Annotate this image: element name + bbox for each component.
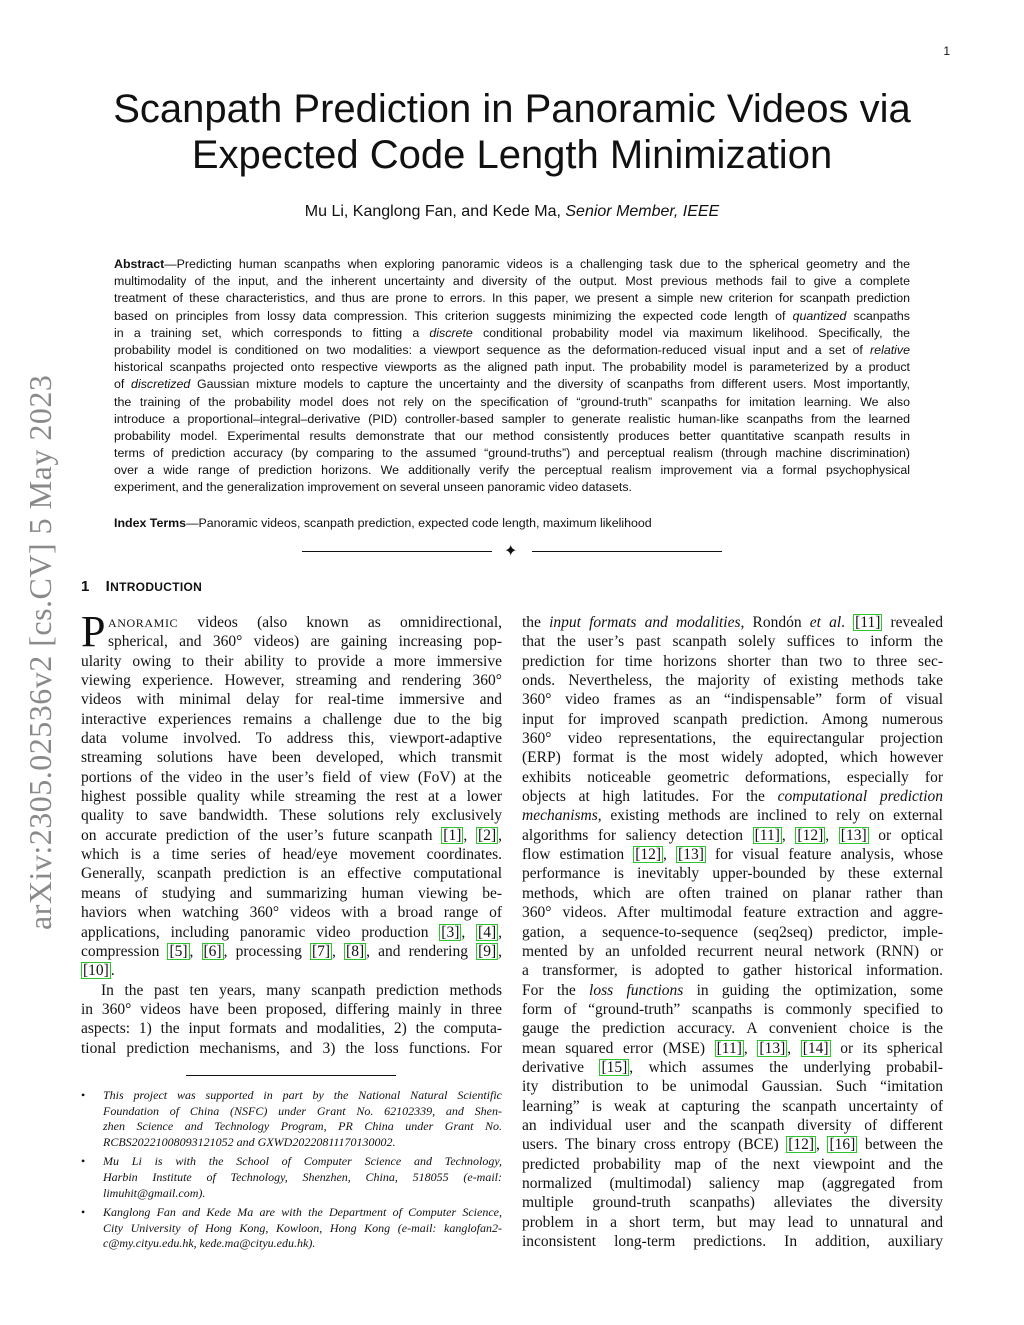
body-line: aspects: 1) the input formats and modalities, 2) the computa-: [81, 1020, 502, 1038]
citation-link[interactable]: [8]: [346, 942, 365, 960]
body-line: which is a time series of head/eye movement coordinates.: [81, 846, 502, 864]
abstract-line: over a wide range of prediction horizons. We additionally verify the perceptual realism improvement via a formal psychophysical: [114, 463, 910, 478]
abstract-line: treatment of these characteristics, and thus are prone to errors. In this paper, we present a simple new criterion for scanpath prediction: [114, 291, 910, 306]
body-line: 360° video frames as an “indispensable” form of visual: [522, 691, 943, 709]
footnote-line: Foundation of China (NSFC) under Grant No. 62102339, and Shen-: [103, 1103, 502, 1118]
body-line: (ERP) format is the most widely adopted, which however: [522, 749, 943, 767]
footnote-line: c@my.cityu.edu.hk, kede.ma@cityu.edu.hk).: [103, 1236, 316, 1251]
section-title-rest: NTRODUCTION: [110, 580, 203, 594]
abstract-line: historical scanpaths projected onto respective viewports as the aligned path input. The probability model is parameterized by a product: [114, 360, 910, 375]
body-line: For the loss functions in guiding the optimization, some: [522, 981, 944, 999]
separator-rule: [302, 551, 492, 552]
author-membership: Senior Member, IEEE: [565, 203, 720, 220]
body-line: multiple ground-truth scanpaths) alleviates the diversity: [522, 1194, 943, 1212]
body-line: Generally, scanpath prediction is an effective computational: [81, 865, 502, 883]
citation-link[interactable]: [13]: [840, 826, 867, 844]
body-line: mean squared error (MSE) [11] , [13] , [14] or its spherical: [522, 1039, 943, 1057]
bullet-icon: •: [81, 1088, 86, 1102]
body-line: data volume involved. To address this, viewport-adaptive: [81, 730, 502, 748]
citation-link[interactable]: [12]: [635, 846, 662, 864]
separator-star-icon: ✦: [504, 541, 518, 560]
footnote-line: City University of Hong Kong, Kowloon, Hong Kong (e-mail: kanglofan2-: [103, 1220, 502, 1235]
section-number: 1: [81, 578, 90, 595]
body-line: a transformer, is adopted to gather historical information.: [522, 962, 943, 980]
body-line: viewing experience. However, streaming and rendering 360°: [81, 672, 502, 690]
footnote-line: Mu Li is with the School of Computer Science and Technology,: [103, 1154, 502, 1169]
footnote-line: Kanglong Fan and Kede Ma are with the Department of Computer Science,: [103, 1205, 502, 1220]
body-line: compression [5] , [6] , processing [7] , [8] , and rendering [9] ,: [81, 942, 503, 960]
body-line: [10] .: [83, 962, 115, 980]
citation-link[interactable]: [1]: [443, 826, 462, 844]
body-line: applications, including panoramic video production [3] , [4] ,: [81, 923, 502, 941]
abstract-line: in a training set, which corresponds to fitting a discrete conditional probability model via maximum likelihood. Specifically, the: [114, 325, 910, 340]
body-line: inconsistent long-term predictions. In addition, auxiliary: [522, 1233, 943, 1250]
abstract-line: the training of the probability model does not rely on the specification of “ground-truth” scanpaths for imitation learning. We also: [114, 394, 910, 409]
abstract-line: of discretized Gaussian mixture models to capture the uncertainty and the diversity of scanpaths from different users. Most importantly,: [114, 377, 910, 392]
left-column-body: [81, 607, 503, 1058]
body-line: ity distribution to be unimodal Gaussian. Such “imitation: [522, 1078, 943, 1096]
footnote-line: limuhit@gmail.com).: [103, 1185, 206, 1200]
separator-rule: [532, 551, 722, 552]
citation-link[interactable]: [13]: [759, 1039, 786, 1057]
body-line: objects at high latitudes. For the computational prediction: [522, 788, 943, 806]
body-line: videos with minimal delay for real-time immersive and: [81, 691, 502, 709]
footnote-funding: [81, 1088, 502, 1150]
body-line: 360° video representations, the equirectangular projection: [522, 730, 943, 748]
body-line: mechanisms, existing methods are inclined to rely on external: [522, 807, 943, 825]
title-line: Scanpath Prediction in Panoramic Videos via: [113, 87, 911, 131]
body-line: algorithms for saliency detection [11] , [12] , [13] or optical: [522, 826, 944, 844]
body-line: ularity owing to their ability to provide a more immersive: [81, 652, 502, 670]
body-line: problem in a short term, but may lead to unnatural and: [522, 1213, 943, 1231]
citation-link[interactable]: [7]: [311, 942, 331, 960]
bullet-icon: •: [81, 1205, 86, 1220]
body-line: haviors when watching 360° videos with a broad range of: [81, 904, 502, 922]
author-list: [90, 203, 934, 221]
page-number: 1: [943, 44, 950, 58]
bullet-icon: •: [81, 1154, 86, 1169]
body-line: gauge the prediction accuracy. A convenient choice is the: [522, 1020, 943, 1038]
body-line: means of studying and summarizing human viewing be-: [81, 884, 502, 902]
footnote-affiliation-fan-ma: [81, 1205, 502, 1252]
paper-title: [90, 86, 934, 178]
section-heading-introduction: [81, 578, 501, 595]
footnote-line: RCBS20221008093121052 and GXWD20220811170130002.: [103, 1134, 396, 1149]
footnote-rule: [186, 1075, 396, 1076]
body-line: form of “ground-truth” scanpaths is commonly specified to: [522, 1000, 943, 1018]
abstract-line: probability model is conditioned on two modalities: a viewport sequence as the deformation-reduced visual input and a set of relative: [114, 342, 910, 357]
citation-link[interactable]: [10]: [83, 962, 109, 980]
title-line: Expected Code Length Minimization: [191, 133, 833, 177]
body-line: P ANORAMIC videos (also known as omnidirectional,: [81, 607, 502, 656]
citation-link[interactable]: [11]: [754, 826, 780, 844]
citation-link[interactable]: [15]: [601, 1058, 628, 1076]
body-line: the input formats and modalities, Rondón et al. [11] revealed: [522, 614, 944, 631]
footnote-line: This project was supported in part by the National Natural Scientific: [103, 1088, 502, 1102]
citation-link[interactable]: [4]: [478, 923, 497, 941]
body-line: gation, a sequence-to-sequence (seq2seq) predictor, imple-: [522, 923, 943, 941]
body-line: streaming solutions have been developed, which transmit: [81, 749, 502, 767]
abstract-line: based on principles from lossy data compression. This criterion suggests minimizing the expected code length of quantized scanpaths: [114, 308, 910, 323]
index-terms: [114, 516, 910, 530]
body-line: normalized (multimodal) saliency map (aggregated from: [522, 1174, 943, 1192]
abstract-line: introduce a proportional–integral–derivative (PID) controller-based sampler to generate realistic human-like scanpaths from the learned: [114, 411, 910, 426]
body-line: interactive experiences remains a challenge due to the big: [81, 710, 502, 728]
citation-link[interactable]: [11]: [855, 614, 881, 631]
body-line: flow estimation [12] , [13] for visual feature analysis, whose: [522, 846, 943, 864]
citation-link[interactable]: [9]: [478, 942, 497, 960]
citation-link[interactable]: [14]: [802, 1039, 829, 1057]
body-line: predicted probability map of the next viewpoint and the: [522, 1155, 943, 1173]
body-line: prediction for time horizons shorter than two to three sec-: [522, 652, 943, 670]
abstract-line: terms of prediction accuracy (by comparing to the assumed “ground-truths”) and perceptual realism (through machine discrimination): [114, 446, 910, 461]
footnotes: [81, 1088, 502, 1256]
citation-link[interactable]: [5]: [169, 942, 188, 960]
body-line: an individual user and the scanpath diversity of different: [522, 1116, 943, 1134]
body-line: onds. Nevertheless, the majority of existing methods take: [522, 672, 943, 690]
body-line: 360° videos. After multimodal feature extraction and aggre-: [522, 904, 943, 922]
body-line: that the user’s past scanpath solely suffices to inform the: [522, 633, 943, 651]
body-line: mented by an unfolded recurrent neural network (RNN) or: [522, 942, 943, 960]
arxiv-identifier-stamp: arXiv:2305.02536v2 [cs.CV] 5 May 2023: [22, 374, 58, 930]
citation-link[interactable]: [12]: [788, 1136, 815, 1154]
right-column-body: [522, 613, 943, 1251]
abstract-line: probability model. Experimental results demonstrate that our method consistently produces better quantitative scanpath results in: [114, 428, 910, 443]
citation-link[interactable]: [2]: [478, 826, 497, 844]
body-line: learning” is weak at capturing the scanpath uncertainty of: [522, 1097, 943, 1115]
body-line: performance is inevitably upper-bounded by these external: [522, 865, 943, 883]
footnote-line: Harbin Institute of Technology, Shenzhen, China, 518055 (e-mail:: [103, 1169, 502, 1184]
body-line: derivative [15] , which assumes the underlying probabil-: [522, 1058, 943, 1076]
section-title-initial: I: [105, 578, 111, 595]
drop-cap: P: [81, 607, 106, 656]
index-terms-label: Index Terms: [114, 516, 187, 530]
abstract-line: experiment, and the generalization improvement on several unseen panoramic video datasets.: [114, 480, 632, 495]
abstract: [114, 256, 910, 497]
index-terms-text: —Panoramic videos, scanpath prediction, expected code length, maximum likelihood: [186, 516, 652, 530]
citation-link[interactable]: [13]: [678, 846, 704, 864]
body-line: portions of the video in the user’s field of view (FoV) at the: [81, 768, 502, 786]
abstract-line: Abstract—Predicting human scanpaths when exploring panoramic videos is a challenging task due to the spherical geometry and the: [114, 257, 910, 271]
body-line: spherical, and 360° videos) are gaining increasing pop-: [108, 633, 502, 651]
body-line: users. The binary cross entropy (BCE) [12] , [16] between the: [522, 1136, 943, 1154]
citation-link[interactable]: [12]: [797, 826, 824, 844]
author-names: Mu Li, Kanglong Fan, and Kede Ma,: [304, 203, 566, 220]
abstract-label: Abstract: [114, 257, 165, 271]
body-line: tional prediction mechanisms, and 3) the loss functions. For: [81, 1039, 502, 1057]
body-line: highest possible quality while streaming the rest at a lower: [81, 788, 502, 806]
abstract-line: multimodality of the input, and the inherent uncertainty and diversity of the output. Most previous methods fail to give a complete: [114, 274, 910, 289]
citation-link[interactable]: [11]: [716, 1039, 742, 1057]
body-line: on accurate prediction of the user’s future scanpath [1] , [2] ,: [81, 826, 502, 844]
citation-link[interactable]: [16]: [829, 1136, 856, 1154]
body-line: input for improved scanpath prediction. Among numerous: [522, 710, 943, 728]
body-line: quality to save bandwidth. These solutions rely exclusively: [81, 807, 502, 825]
section-separator: [300, 541, 724, 560]
footnote-line: zhen Science and Technology Program, PR China under Grant No.: [103, 1119, 502, 1134]
citation-link[interactable]: [6]: [203, 942, 222, 960]
body-line: in 360° videos have been proposed, differing mainly in three: [81, 1000, 502, 1018]
body-line: methods, which are often trained on planar rather than: [522, 884, 943, 902]
footnote-affiliation-li: [81, 1154, 502, 1201]
body-line: In the past ten years, many scanpath prediction methods: [101, 981, 502, 999]
citation-link[interactable]: [3]: [441, 923, 460, 941]
body-line: exhibits noticeable geometric deformations, especially for: [522, 768, 943, 786]
